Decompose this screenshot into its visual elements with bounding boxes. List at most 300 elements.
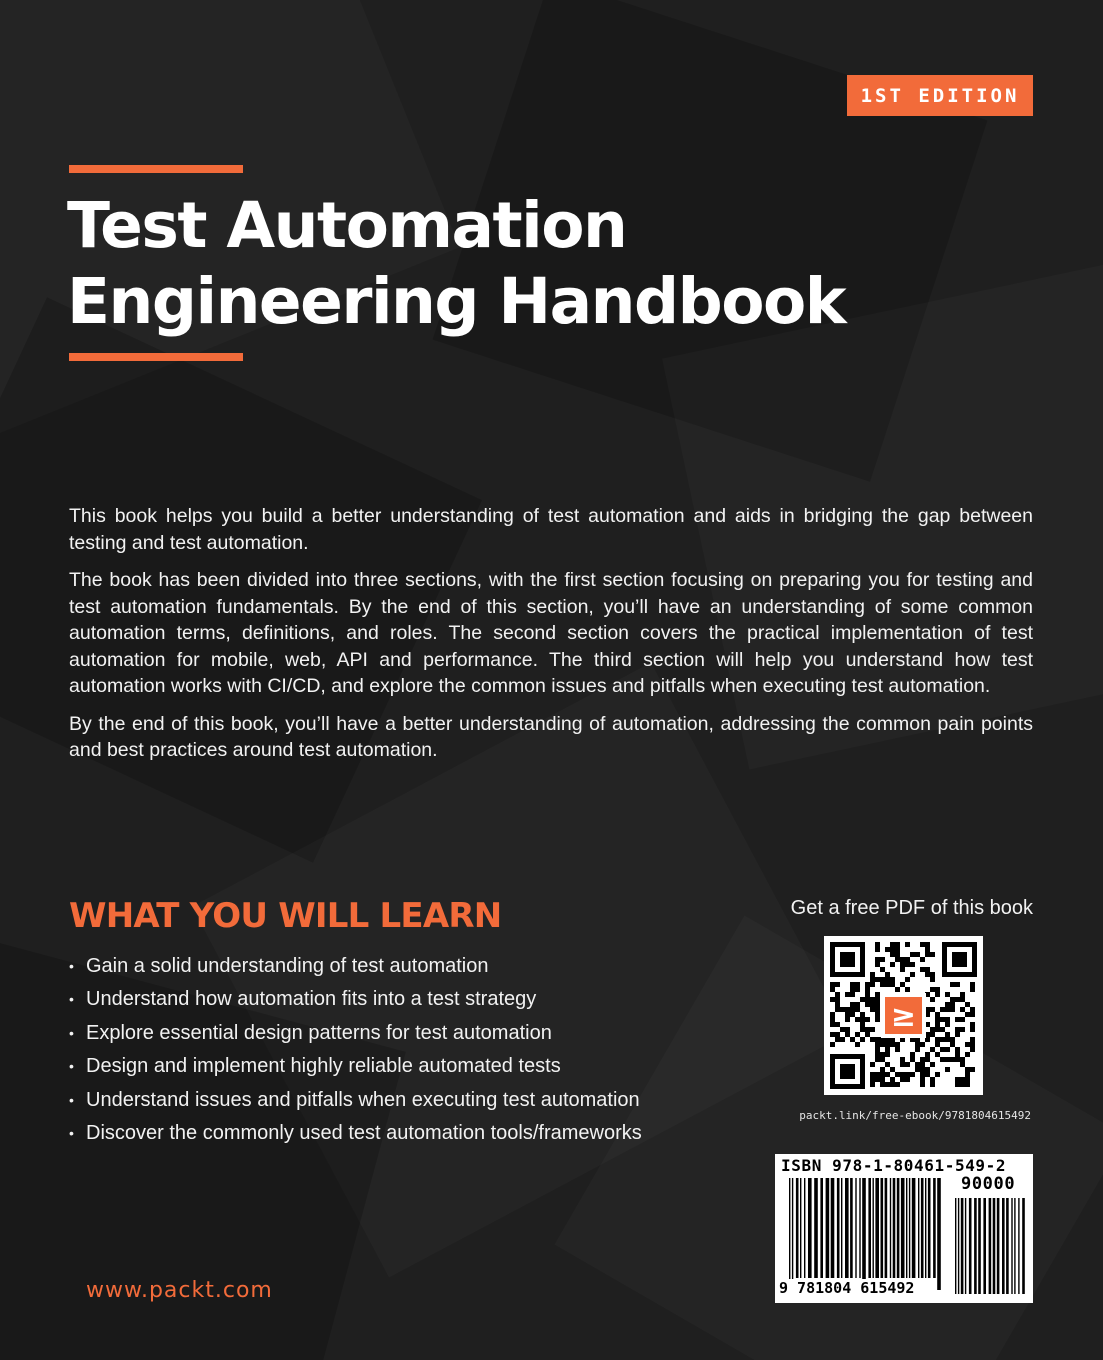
barcode-addon-bar <box>1011 1198 1012 1294</box>
qr-module <box>885 1047 890 1052</box>
qr-module <box>935 1027 940 1032</box>
barcode-bar <box>808 1178 812 1278</box>
qr-module <box>910 962 915 967</box>
barcode-bar <box>925 1178 926 1278</box>
qr-module <box>965 1002 970 1007</box>
book-title-line-2: Engineering Handbook <box>67 265 846 338</box>
qr-module <box>950 1037 955 1042</box>
barcode-main-bars <box>789 1178 941 1290</box>
qr-module <box>935 1012 940 1017</box>
learn-list <box>69 950 642 1150</box>
barcode-bar <box>893 1178 896 1278</box>
barcode-addon-bar <box>1006 1198 1009 1294</box>
qr-module <box>935 1017 940 1022</box>
qr-module <box>890 1077 895 1082</box>
qr-module <box>880 967 885 972</box>
qr-module <box>905 957 910 962</box>
qr-module <box>970 987 975 992</box>
qr-module <box>880 1082 885 1087</box>
qr-module <box>950 1002 955 1007</box>
qr-module <box>850 1002 855 1007</box>
qr-module <box>955 1017 960 1022</box>
qr-module <box>925 1072 930 1077</box>
barcode-addon-bar <box>978 1198 981 1294</box>
edition-badge: 1ST EDITION <box>847 75 1033 116</box>
qr-module <box>885 972 890 977</box>
barcode-addon-bar <box>989 1198 992 1294</box>
book-title-line-1: Test Automation <box>67 189 627 262</box>
isbn-text: ISBN 978-1-80461-549-2 <box>781 1156 1007 1175</box>
qr-module <box>930 1077 935 1082</box>
qr-module <box>960 1057 965 1062</box>
qr-module <box>880 982 885 987</box>
qr-module <box>915 952 920 957</box>
qr-module <box>860 1022 865 1027</box>
qr-module <box>870 1037 875 1042</box>
qr-module <box>865 982 870 987</box>
barcode-addon-bar <box>961 1198 964 1294</box>
qr-module <box>965 1077 970 1082</box>
qr-module <box>925 972 930 977</box>
qr-module <box>920 1067 925 1072</box>
qr-module <box>950 1042 955 1047</box>
qr-module <box>945 1007 950 1012</box>
qr-module <box>930 1082 935 1087</box>
qr-module <box>875 1017 880 1022</box>
barcode-bar <box>792 1178 793 1290</box>
qr-module <box>895 942 900 947</box>
barcode-addon-bar <box>1022 1198 1025 1294</box>
description-paragraph: The book has been divided into three sections, with the first section focusing on preparing you for testing and test automation fundamentals. By the end of this section, you’ll have an understanding of some common automation terms, definitions, and roles. The second section covers the practical implementation of test automation for mobile, web, API and performance. The third section will help you understand how test automation works with CI/CD, and explore the common issues and pitfalls when executing test automation. <box>69 569 1033 697</box>
qr-module <box>910 1052 915 1057</box>
barcode-bar <box>906 1178 907 1278</box>
qr-module <box>935 1037 940 1042</box>
qr-module <box>835 1007 840 1012</box>
pdf-caption: Get a free PDF of this book <box>790 897 1033 919</box>
barcode-bar <box>933 1178 936 1278</box>
learn-item <box>69 1017 642 1050</box>
qr-module <box>900 982 905 987</box>
qr-module <box>895 957 900 962</box>
qr-module <box>945 1017 950 1022</box>
learn-item-text: Understand issues and pitfalls when executing test automation <box>86 1088 640 1111</box>
qr-module <box>925 1067 930 1072</box>
barcode-bar <box>804 1178 805 1278</box>
qr-module <box>935 1052 940 1057</box>
qr-module <box>875 1037 880 1042</box>
barcode-addon-bar <box>1018 1198 1019 1294</box>
qr-module <box>955 1027 960 1032</box>
qr-module <box>920 1072 925 1077</box>
bullet-icon: • <box>69 1124 74 1141</box>
qr-module <box>945 1057 950 1062</box>
qr-module <box>935 1072 940 1077</box>
qr-module <box>855 1002 860 1007</box>
qr-module <box>955 997 960 1002</box>
qr-module <box>845 1017 850 1022</box>
qr-module <box>965 1052 970 1057</box>
barcode-icon <box>775 1154 1033 1303</box>
qr-module <box>865 992 870 997</box>
qr-module <box>950 997 955 1002</box>
qr-module <box>965 1072 970 1077</box>
qr-module <box>845 1027 850 1032</box>
learn-item-text: Discover the commonly used test automation tools/frameworks <box>86 1121 642 1144</box>
qr-module <box>920 957 925 962</box>
barcode-addon-bar <box>965 1198 966 1294</box>
qr-module <box>900 1072 905 1077</box>
qr-module <box>850 987 855 992</box>
qr-module <box>935 987 940 992</box>
qr-module <box>875 1042 880 1047</box>
barcode-bar <box>831 1178 835 1278</box>
bullet-icon: • <box>69 1024 74 1041</box>
qr-module <box>940 1027 945 1032</box>
qr-module <box>915 1067 920 1072</box>
qr-module <box>930 977 935 982</box>
qr-module <box>870 1027 875 1032</box>
barcode-bar <box>909 1178 910 1278</box>
qr-module <box>940 1047 945 1052</box>
qr-module <box>865 1002 870 1007</box>
qr-module <box>910 972 915 977</box>
barcode-bar <box>928 1178 931 1278</box>
price-code: 90000 <box>961 1174 1016 1194</box>
qr-module <box>860 1012 865 1017</box>
barcode-addon-bars <box>955 1198 1025 1294</box>
qr-module <box>880 1072 885 1077</box>
barcode-bar <box>873 1178 874 1278</box>
qr-module <box>970 1037 975 1042</box>
barcode-bar <box>901 1178 905 1278</box>
qr-module <box>925 942 930 947</box>
qr-module <box>900 1077 905 1082</box>
qr-module <box>865 997 870 1002</box>
barcode-bar <box>862 1178 866 1290</box>
qr-module <box>890 1067 895 1072</box>
qr-module <box>905 942 910 947</box>
qr-module <box>915 1047 920 1052</box>
qr-module <box>835 997 840 1002</box>
qr-module <box>960 1007 965 1012</box>
qr-module <box>930 1047 935 1052</box>
qr-module <box>920 967 925 972</box>
qr-module <box>830 982 835 987</box>
qr-module <box>865 1032 870 1037</box>
qr-module <box>890 947 895 952</box>
qr-module <box>910 952 915 957</box>
qr-module <box>940 1007 945 1012</box>
qr-module <box>920 1082 925 1087</box>
qr-module <box>945 1047 950 1052</box>
qr-module <box>945 1067 950 1072</box>
qr-module <box>870 1082 875 1087</box>
qr-module <box>870 1077 875 1082</box>
qr-module <box>845 992 850 997</box>
barcode-bar <box>814 1178 818 1278</box>
qr-module <box>850 1007 855 1012</box>
qr-module <box>960 997 965 1002</box>
barcode-bar <box>937 1178 941 1290</box>
qr-module <box>920 1042 925 1047</box>
qr-module <box>870 997 875 1002</box>
qr-module <box>930 952 935 957</box>
qr-module <box>925 952 930 957</box>
barcode-bar <box>897 1178 900 1278</box>
qr-module <box>970 1042 975 1047</box>
qr-module <box>870 972 875 977</box>
qr-module <box>870 1007 875 1012</box>
qr-module <box>835 992 840 997</box>
learn-item <box>69 1084 642 1117</box>
qr-module <box>920 1062 925 1067</box>
qr-module <box>875 1007 880 1012</box>
qr-module <box>955 982 960 987</box>
qr-module <box>890 1042 895 1047</box>
qr-module <box>925 1052 930 1057</box>
qr-module <box>875 992 880 997</box>
title-top-rule <box>69 165 243 173</box>
qr-finder-top-left-eye <box>840 952 855 967</box>
qr-module <box>865 987 870 992</box>
learn-item-text: Understand how automation fits into a test strategy <box>86 988 537 1011</box>
qr-module <box>845 1032 850 1037</box>
qr-module <box>875 1052 880 1057</box>
qr-module <box>935 992 940 997</box>
qr-code-graphic <box>824 936 983 1095</box>
title-bottom-rule <box>69 353 243 361</box>
qr-module <box>875 977 880 982</box>
qr-module <box>905 1072 910 1077</box>
barcode-bar <box>789 1178 790 1290</box>
qr-module <box>875 1057 880 1062</box>
qr-code-icon[interactable] <box>824 936 983 1095</box>
qr-module <box>830 1042 835 1047</box>
barcode-addon-bar <box>1014 1198 1015 1294</box>
publisher-website[interactable]: www.packt.com <box>86 1278 273 1303</box>
qr-module <box>970 1012 975 1017</box>
learn-item <box>69 983 642 1016</box>
barcode-bar <box>845 1178 849 1278</box>
qr-module <box>960 1062 965 1067</box>
qr-module <box>840 1037 845 1042</box>
qr-module <box>955 1082 960 1087</box>
qr-module <box>865 1017 870 1022</box>
barcode-bar <box>875 1178 879 1278</box>
qr-module <box>890 962 895 967</box>
qr-module <box>865 1027 870 1032</box>
barcode-addon-bar <box>983 1198 986 1294</box>
qr-module <box>850 982 855 987</box>
qr-module <box>965 1067 970 1072</box>
qr-url[interactable]: packt.link/free-ebook/9781804615492 <box>799 1109 1031 1122</box>
barcode-bar <box>800 1178 801 1278</box>
qr-module <box>950 982 955 987</box>
qr-module <box>830 997 835 1002</box>
qr-module <box>880 957 885 962</box>
barcode-bar <box>826 1178 830 1278</box>
qr-module <box>925 967 930 972</box>
barcode-bar <box>881 1178 884 1278</box>
qr-module <box>945 1032 950 1037</box>
barcode-bar <box>837 1178 840 1278</box>
qr-module <box>970 1067 975 1072</box>
barcode-bar <box>859 1178 860 1278</box>
bullet-icon: • <box>69 1091 74 1108</box>
qr-module <box>895 987 900 992</box>
qr-module <box>830 987 835 992</box>
barcode-bar <box>885 1178 888 1278</box>
barcode-addon-bar <box>993 1198 996 1294</box>
qr-module <box>945 1022 950 1027</box>
qr-module <box>905 1062 910 1067</box>
qr-module <box>955 1052 960 1057</box>
barcode-bar <box>855 1178 856 1278</box>
qr-module <box>895 1047 900 1052</box>
qr-module <box>855 1042 860 1047</box>
barcode-addon-bar <box>997 1198 1000 1294</box>
qr-module <box>920 1077 925 1082</box>
qr-module <box>905 962 910 967</box>
qr-module <box>915 1042 920 1047</box>
qr-module <box>855 1017 860 1022</box>
qr-module <box>935 1022 940 1027</box>
qr-module <box>875 942 880 947</box>
learn-item <box>69 1050 642 1083</box>
qr-finder-bottom-left-eye <box>840 1064 855 1079</box>
qr-module <box>970 982 975 987</box>
qr-module <box>850 1037 855 1042</box>
qr-module <box>875 1047 880 1052</box>
qr-module <box>885 1072 890 1077</box>
qr-module <box>940 1057 945 1062</box>
qr-module <box>955 1032 960 1037</box>
barcode-addon-bar <box>958 1198 959 1294</box>
qr-module <box>880 1057 885 1062</box>
qr-module <box>835 1032 840 1037</box>
qr-module <box>845 1012 850 1017</box>
barcode-bar <box>820 1178 823 1278</box>
qr-module <box>910 1072 915 1077</box>
qr-module <box>970 1022 975 1027</box>
qr-module <box>955 1057 960 1062</box>
barcode-bar <box>918 1178 919 1278</box>
qr-module <box>875 1072 880 1077</box>
qr-module <box>955 1077 960 1082</box>
qr-module <box>855 982 860 987</box>
qr-module <box>895 1042 900 1047</box>
book-description <box>69 503 1033 775</box>
barcode-addon-bar <box>969 1198 972 1294</box>
qr-module <box>900 967 905 972</box>
qr-module <box>830 1012 835 1017</box>
learn-heading: WHAT YOU WILL LEARN <box>69 896 502 936</box>
qr-module <box>860 1027 865 1032</box>
barcode-bar <box>912 1178 916 1278</box>
qr-module <box>860 1017 865 1022</box>
qr-module <box>965 1012 970 1017</box>
qr-module <box>935 1042 940 1047</box>
qr-module <box>905 987 910 992</box>
qr-module <box>870 982 875 987</box>
qr-module <box>900 957 905 962</box>
bullet-icon: • <box>69 991 74 1008</box>
barcode-bar <box>890 1178 891 1278</box>
qr-module <box>890 1082 895 1087</box>
qr-module <box>930 972 935 977</box>
qr-module <box>855 1032 860 1037</box>
description-paragraph: By the end of this book, you’ll have a better understanding of automation, addressing the common pain points and best practices around test automation. <box>69 712 1033 761</box>
qr-module <box>875 947 880 952</box>
qr-module <box>930 1062 935 1067</box>
learn-item <box>69 1117 642 1150</box>
qr-module <box>900 1062 905 1067</box>
qr-module <box>830 1022 835 1027</box>
qr-module <box>960 1017 965 1022</box>
barcode-bar <box>841 1178 842 1278</box>
qr-module <box>875 957 880 962</box>
barcode-addon-bar <box>974 1198 977 1294</box>
barcode-bar <box>850 1178 853 1278</box>
qr-module <box>885 1082 890 1087</box>
qr-module <box>920 1057 925 1062</box>
book-title <box>67 188 845 340</box>
qr-module <box>890 982 895 987</box>
qr-module <box>950 1007 955 1012</box>
qr-finder-top-right-eye <box>952 952 967 967</box>
learn-item <box>69 950 642 983</box>
qr-module <box>945 992 950 997</box>
qr-module <box>900 1057 905 1062</box>
qr-module <box>880 977 885 982</box>
qr-module <box>875 1002 880 1007</box>
learn-item-text: Explore essential design patterns for test automation <box>86 1021 552 1044</box>
qr-module <box>930 1007 935 1012</box>
qr-module <box>830 1017 835 1022</box>
barcode-addon-bar <box>1002 1198 1005 1294</box>
qr-module <box>835 1037 840 1042</box>
ean-number: 9 781804 615492 <box>779 1279 915 1297</box>
qr-module <box>885 977 890 982</box>
qr-module <box>875 962 880 967</box>
qr-module <box>845 1007 850 1012</box>
qr-module <box>855 1007 860 1012</box>
qr-module <box>905 977 910 982</box>
qr-module <box>970 1007 975 1012</box>
qr-module <box>850 992 855 997</box>
qr-module <box>890 952 895 957</box>
qr-module <box>875 1012 880 1017</box>
qr-module <box>895 947 900 952</box>
qr-module <box>925 1057 930 1062</box>
qr-module <box>885 1052 890 1057</box>
qr-module <box>960 1027 965 1032</box>
qr-module <box>850 1012 855 1017</box>
qr-module <box>915 1062 920 1067</box>
qr-module <box>875 997 880 1002</box>
qr-module <box>890 977 895 982</box>
qr-module <box>870 1072 875 1077</box>
qr-module <box>945 1037 950 1042</box>
qr-module <box>965 1042 970 1047</box>
qr-module <box>835 1022 840 1027</box>
qr-module <box>835 982 840 987</box>
qr-module <box>880 1077 885 1082</box>
qr-module <box>925 947 930 952</box>
barcode-addon-bar <box>955 1198 956 1294</box>
qr-module <box>900 962 905 967</box>
qr-module <box>855 987 860 992</box>
